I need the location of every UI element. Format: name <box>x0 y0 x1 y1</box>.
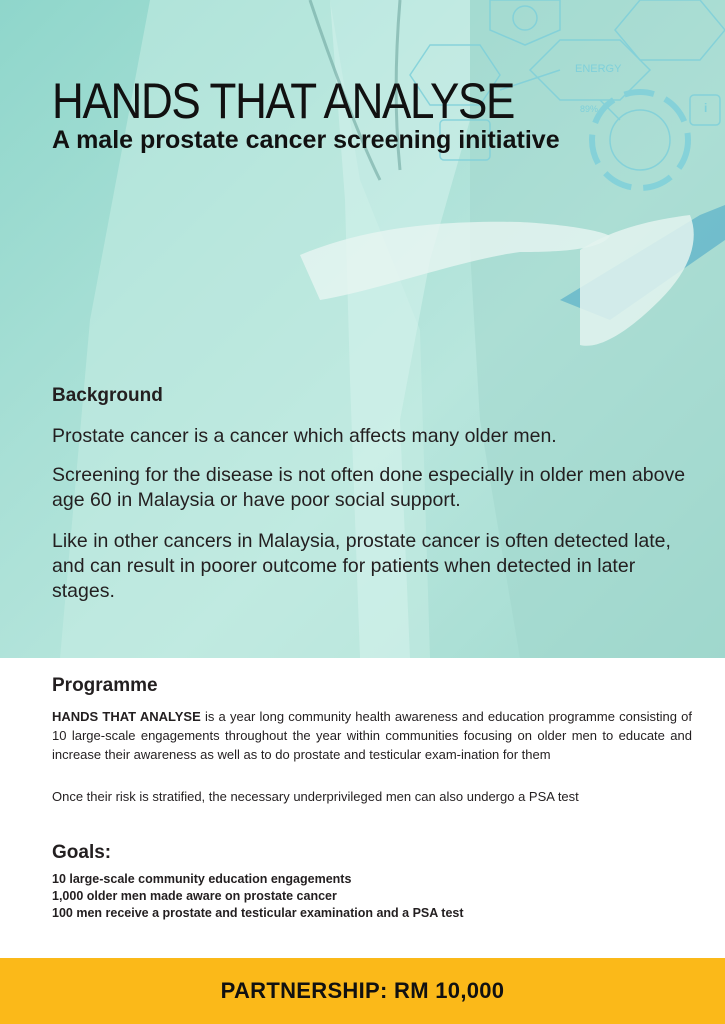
partnership-banner <box>0 958 725 1024</box>
page-subtitle: A male prostate cancer screening initiative <box>52 126 560 154</box>
programme-heading: Programme <box>52 675 158 696</box>
background-paragraph: Like in other cancers in Malaysia, prostate cancer is often detected late, and can result in poorer outcome for patients when detected in later stages. <box>52 530 671 602</box>
programme-body: is a year long community health awareness and education programme consisting of 10 large-scale engagements throughout the year within communities focusing on older men to educate and increase their awareness as well as to do prostate and testicular exam-ination for them <box>52 709 692 762</box>
programme-paragraph <box>52 707 692 764</box>
background-paragraph: Screening for the disease is not often done especially in older men above age 60 in Malaysia or have poor social support. <box>52 464 686 511</box>
background-paragraph: Prostate cancer is a cancer which affects many older men. <box>52 425 557 447</box>
goals-heading: Goals: <box>52 842 112 863</box>
background-heading: Background <box>52 385 163 406</box>
list-item: 100 men receive a prostate and testicular examination and a PSA test <box>52 906 464 920</box>
list-item: 10 large-scale community education engagements <box>52 872 352 886</box>
partnership-text: PARTNERSHIP: RM 10,000 <box>220 978 505 1003</box>
programme-paragraph-2: Once their risk is stratified, the necessary underprivileged men can also undergo a PSA test <box>52 789 579 804</box>
energy-label: ENERGY <box>575 63 622 75</box>
info-icon: i <box>704 101 708 115</box>
percent-label: 89% <box>580 104 599 114</box>
list-item: 1,000 older men made aware on prostate cancer <box>52 889 337 903</box>
programme-lead: HANDS THAT ANALYSE <box>52 709 201 724</box>
page-title: HANDS THAT ANALYSE <box>52 73 515 129</box>
goals-list <box>52 871 464 922</box>
